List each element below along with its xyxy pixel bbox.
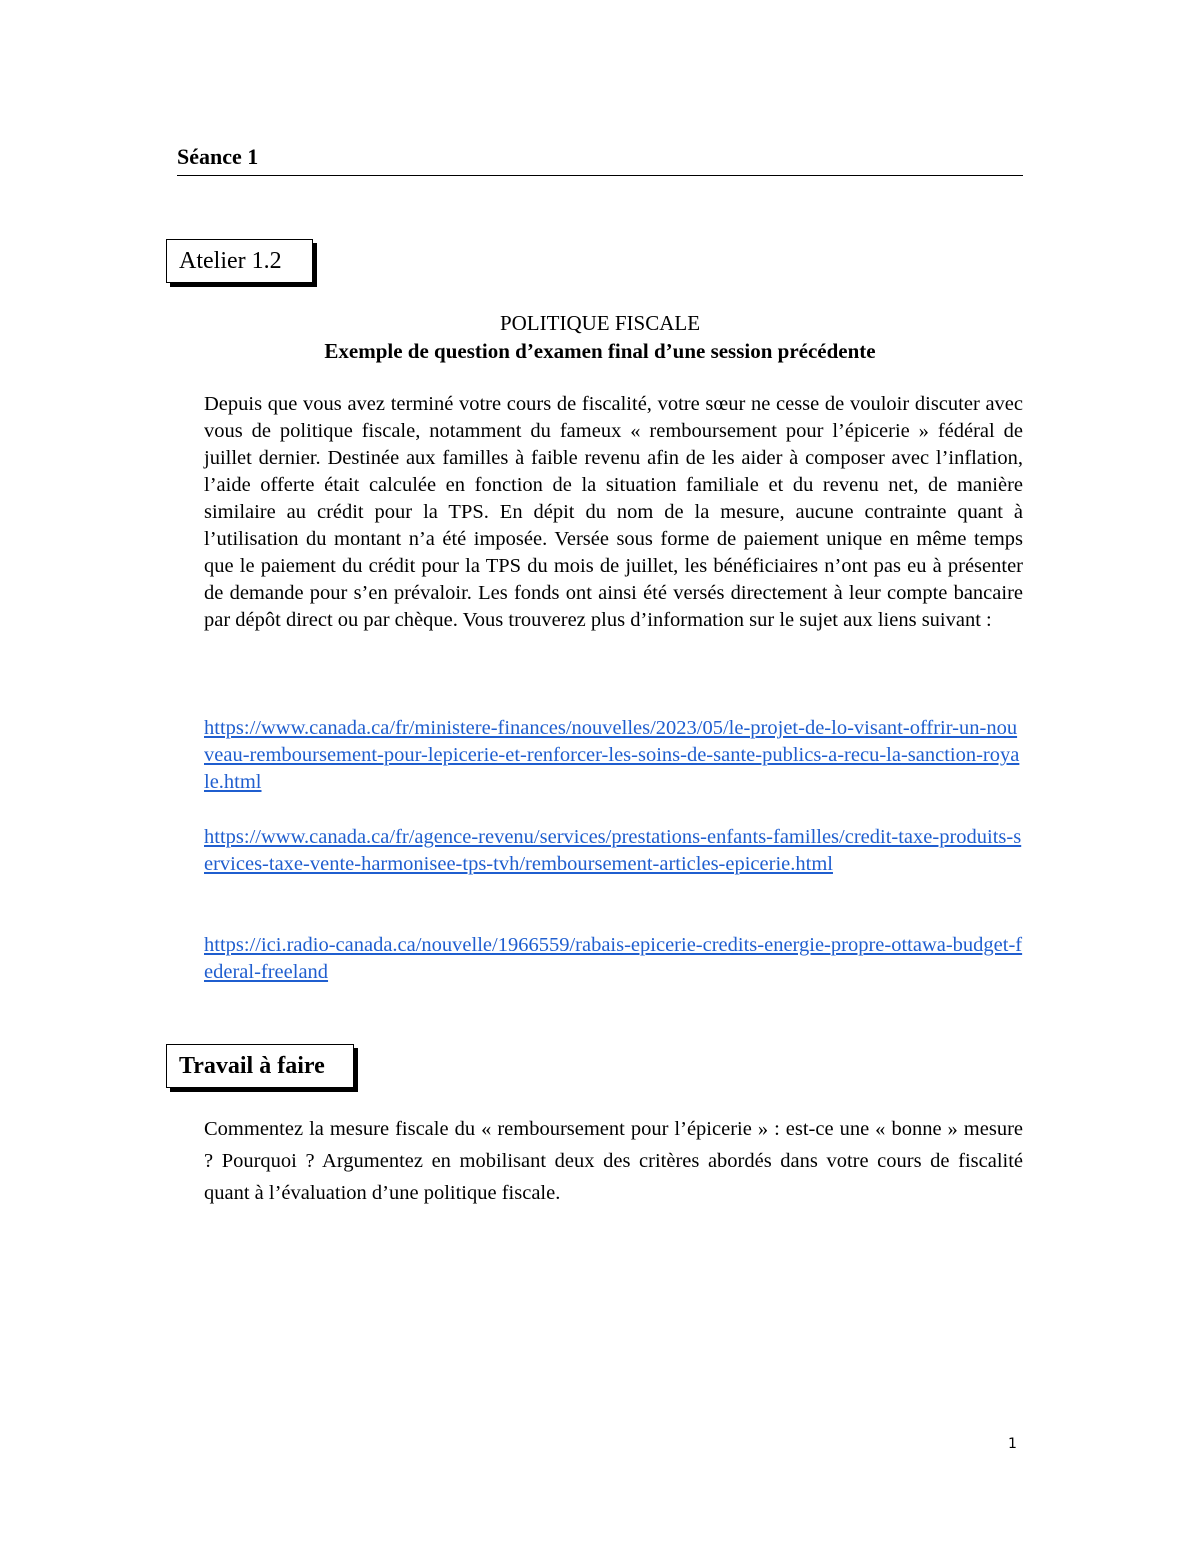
reference-link-revenue-agency[interactable]: https://www.canada.ca/fr/agence-revenu/services/prestations-enfants-familles/credit-taxe-produits-services-taxe-vente-harmonisee-tps-tvh/remboursement-articles-epicerie.html xyxy=(204,826,1022,875)
document-title: POLITIQUE FISCALE xyxy=(499,311,701,335)
workshop-label: Atelier 1.2 xyxy=(166,239,313,283)
reference-link-radio-canada[interactable]: https://ici.radio-canada.ca/nouvelle/1966559/rabais-epicerie-credits-energie-propre-ottawa-budget-federal-freeland xyxy=(204,934,1023,983)
task-paragraph: Commentez la mesure fiscale du « remboursement pour l’épicerie » : est-ce une « bonne » mesure ? Pourquoi ? Argumentez en mobilisant deux des critères abordés dans votre cours de fiscalité quant à l’évaluation d’une politique fiscale. xyxy=(204,1118,1023,1204)
reference-link-finance-canada[interactable]: https://www.canada.ca/fr/ministere-finances/nouvelles/2023/05/le-projet-de-lo-visant-offrir-un-nouveau-remboursement-pour-lepicerie-et-renforcer-les-soins-de-sante-publics-a-recu-la-sanction-royale.html xyxy=(204,717,1020,793)
document-subtitle: Exemple de question d’examen final d’une session précédente xyxy=(324,339,876,363)
task-label: Travail à faire xyxy=(166,1044,354,1088)
page-number: 1 xyxy=(1008,1436,1017,1452)
intro-paragraph: Depuis que vous avez terminé votre cours de fiscalité, votre sœur ne cesse de vouloir discuter avec vous de politique fiscale, notamment du fameux « remboursement pour l’épicerie » fédéral de juillet dernier. Destinée aux familles à faible revenu afin de les aider à composer avec l’inflation, l’aide offerte était calculée en fonction de la situation familiale et du revenu net, de manière similaire au crédit pour la TPS. En dépit du nom de la mesure, aucune contrainte quant à l’utilisation du montant n’a été imposée. Versée sous forme de paiement unique en même temps que le paiement du crédit pour la TPS du mois de juillet, les bénéficiaires n’ont pas eu à présenter de demande pour s’en prévaloir. Les fonds ont ainsi été versés directement à leur compte bancaire par dépôt direct ou par chèque. Vous trouverez plus d’information sur le sujet aux liens suivant : xyxy=(204,393,1023,631)
session-title: Séance 1 xyxy=(177,142,1023,176)
